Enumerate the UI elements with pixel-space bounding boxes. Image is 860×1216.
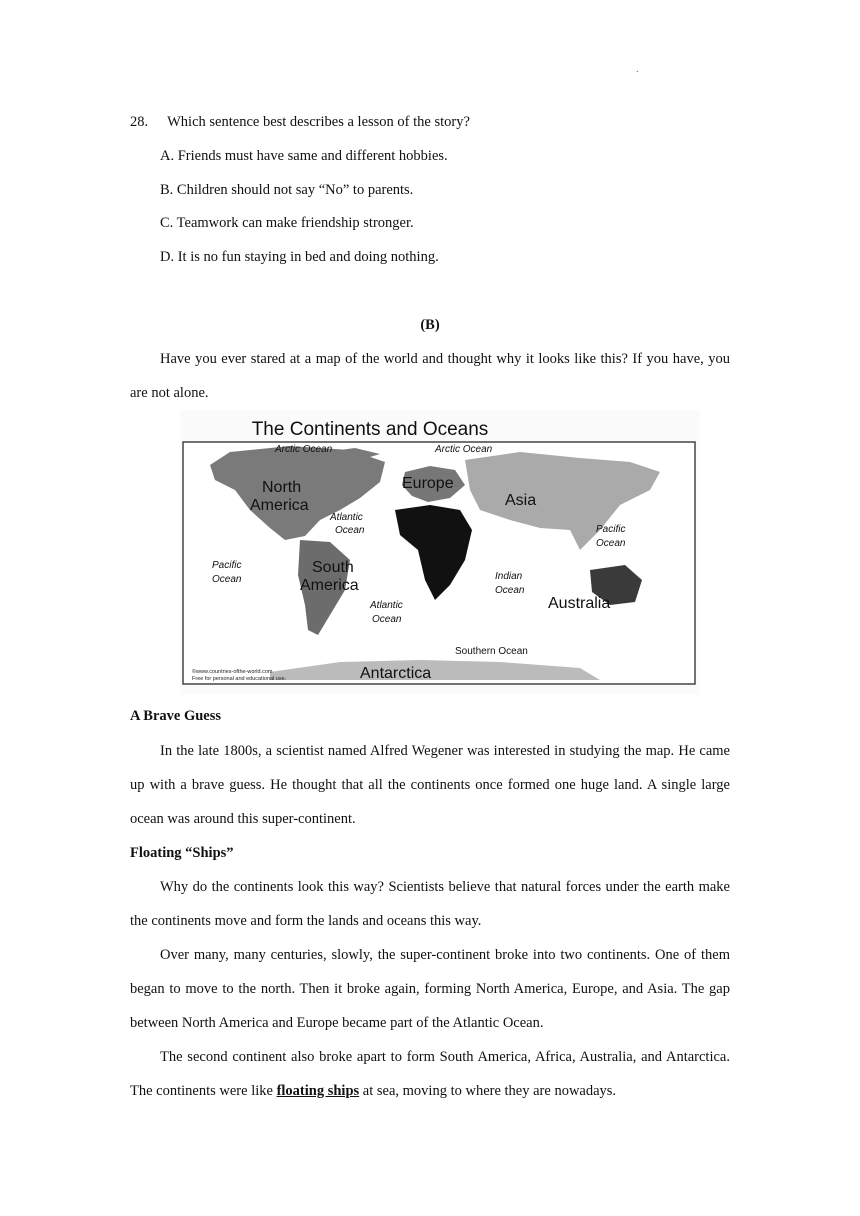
map-label: North — [262, 479, 302, 496]
intro-paragraph — [130, 342, 730, 410]
map-label: Arctic Ocean — [435, 444, 493, 455]
map-label: Europe — [402, 475, 454, 492]
map-credit: ©www.countries-ofthe-world.com — [192, 669, 273, 675]
continents-map — [180, 410, 700, 695]
floating-ships-paragraph-1 — [130, 870, 730, 938]
map-label: Indian — [495, 571, 523, 582]
section-label: (B) — [420, 317, 440, 333]
map-label: America — [300, 577, 359, 594]
map-label: South — [312, 559, 354, 576]
floating-ships-paragraph-2 — [130, 938, 730, 1040]
map-label: Ocean — [495, 585, 525, 596]
floating-ships-paragraph-3 — [130, 1040, 730, 1108]
map-label: Arctic Ocean — [275, 444, 333, 455]
floating-ships-text-2: Over many, many centuries, slowly, the super-continent broke into two continents. One of them began to move to the north. Then it broke again, forming North America, Europe, and Asia. The gap between North America and Europe became part of the Atlantic Ocean. — [130, 947, 730, 1031]
floating-ships-text-3b: at sea, moving to where they are nowadays. — [359, 1083, 617, 1099]
map-title: The Continents and Oceans — [251, 419, 489, 440]
intro-text: Have you ever stared at a map of the world and thought why it looks like this? If you have, you are not alone. — [130, 351, 730, 401]
floating-ships-text-3a: The second continent also broke apart to form South America, Africa, Australia, and Antarctica. The continents were like — [130, 1049, 730, 1099]
map-label: Pacific — [596, 524, 626, 535]
option-a: A. Friends must have same and different hobbies. — [160, 148, 448, 164]
option-d: D. It is no fun staying in bed and doing nothing. — [160, 249, 439, 265]
option-b: B. Children should not say “No” to parents. — [160, 182, 414, 198]
floating-ships-text-1: Why do the continents look this way? Scientists believe that natural forces under the earth make the continents move and form the lands and oceans this way. — [130, 879, 730, 929]
page-mark: . — [636, 64, 639, 75]
map-label: Atlantic — [370, 600, 403, 611]
map-label: America — [250, 497, 309, 514]
key-phrase-floating-ships: floating ships — [276, 1083, 360, 1099]
map-label: Antarctica — [360, 665, 432, 682]
question-28 — [130, 112, 470, 132]
map-label: Ocean — [372, 614, 402, 625]
option-c: C. Teamwork can make friendship stronger. — [160, 215, 414, 231]
brave-guess-paragraph — [130, 734, 730, 836]
map-label: Ocean — [596, 538, 626, 549]
section-heading-brave-guess: A Brave Guess — [130, 708, 222, 724]
question-number: 28. — [130, 114, 149, 130]
map-label: Ocean — [335, 525, 365, 536]
map-label: Southern Ocean — [455, 646, 528, 657]
map-label: Ocean — [212, 574, 242, 585]
brave-guess-text: In the late 1800s, a scientist named Alfred Wegener was interested in studying the map. He came up with a brave guess. He thought that all the continents once formed one huge land. A single large ocean was around this super-continent. — [130, 743, 730, 827]
map-label: Australia — [548, 595, 611, 612]
map-credit: Free for personal and educational use. — [192, 676, 287, 682]
question-text: Which sentence best describes a lesson of the story? — [167, 114, 470, 130]
map-label: Pacific — [212, 560, 242, 571]
section-heading-floating-ships: Floating “Ships” — [130, 845, 234, 861]
map-label: Atlantic — [330, 512, 363, 523]
map-label: Asia — [505, 492, 537, 509]
